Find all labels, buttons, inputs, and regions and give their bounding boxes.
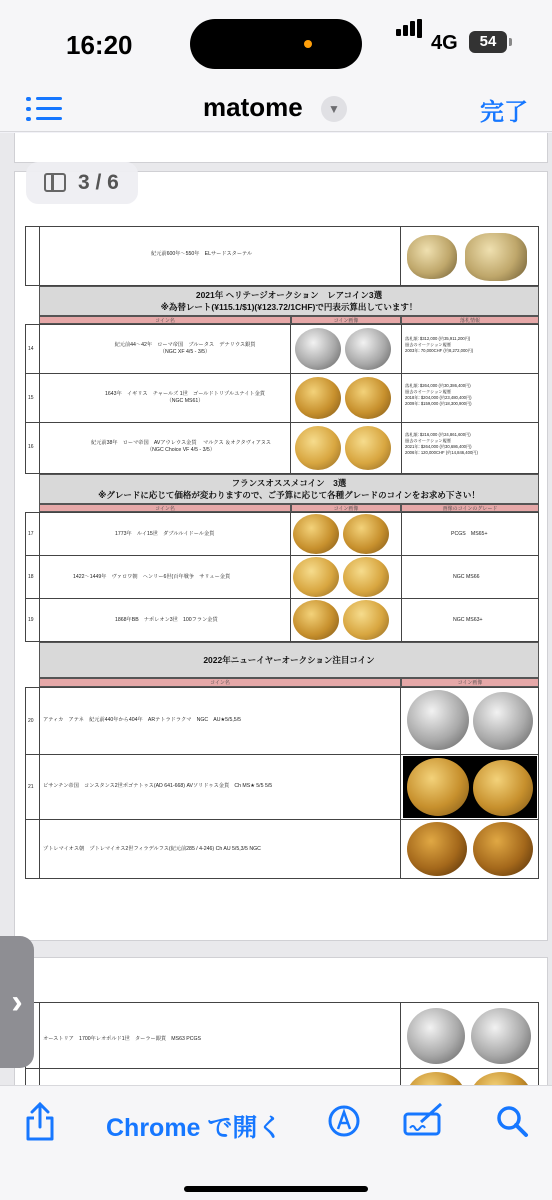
auction-info: 落札額: $312,000 (約35,911,200円) 過去のオークション履歴 2003年: 70,000CHF (約8,272,000円) bbox=[405, 336, 474, 353]
coin-name: ビサンチン帝国 コンスタンス2世ポゴナトゥス(AD 641-668) AVソリドゥス金貨 Ch MS★ 5/5 5/5 bbox=[43, 783, 273, 789]
coin-image bbox=[343, 557, 389, 597]
page-indicator-label: 3 / 6 bbox=[78, 171, 119, 194]
row-number: 17 bbox=[28, 531, 34, 537]
row-number: 18 bbox=[28, 574, 34, 580]
share-icon[interactable] bbox=[24, 1102, 56, 1142]
nav-bar bbox=[0, 88, 552, 132]
coin-image bbox=[473, 692, 533, 750]
coin-name: 紀元前38年 ローマ帝国 AVアウレウス金貨 マルクス ＆オクタヴィアヌス （NGC Choice VF 4/5 - 3/5） bbox=[91, 440, 271, 453]
column-header: コイン名 bbox=[39, 316, 291, 324]
page-indicator[interactable] bbox=[26, 162, 138, 204]
column-header: 画像のコインのグレード bbox=[401, 504, 539, 512]
coin-name: 1868年BB ナポレオン3世 100フラン金貨 bbox=[115, 617, 218, 623]
chevron-down-icon[interactable]: ▼ bbox=[321, 96, 347, 122]
battery-tip bbox=[509, 38, 512, 46]
auction-info: 落札額: $216,000 (約24,861,600円) 過去のオークション履歴 2021年: $264,000 (約30,686,400円) 2006年: 120,000CHF (約14,846,400円) bbox=[405, 432, 478, 455]
coin-image bbox=[343, 514, 389, 554]
document-viewer[interactable] bbox=[0, 133, 552, 1085]
list-icon[interactable] bbox=[26, 96, 62, 122]
column-header: コイン名 bbox=[39, 504, 291, 512]
coin-image bbox=[295, 426, 341, 470]
row-number: 15 bbox=[28, 395, 34, 401]
column-header: コイン画像 bbox=[291, 504, 401, 512]
coin-grade: NGC MS66 bbox=[453, 574, 480, 580]
coin-image bbox=[295, 377, 341, 419]
coin-image bbox=[473, 822, 533, 876]
chevron-right-icon: › bbox=[11, 983, 23, 1021]
coin-image bbox=[295, 328, 341, 370]
coin-image bbox=[465, 233, 527, 281]
status-time: 16:20 bbox=[66, 30, 133, 60]
coin-image bbox=[293, 514, 339, 554]
row-number: 14 bbox=[28, 346, 34, 352]
coin-name: 1643年 イギリス チャールズ 1世 ゴールドトリプルユナイト金貨 （NGC MS61） bbox=[105, 391, 265, 404]
coin-name: 1773年 ルイ15世 ダブルルイドール金貨 bbox=[115, 531, 215, 537]
sidebar-icon bbox=[44, 173, 66, 192]
pdf-page bbox=[14, 171, 548, 941]
signature-icon[interactable] bbox=[403, 1102, 447, 1138]
status-bar bbox=[0, 0, 552, 88]
column-header: コイン画像 bbox=[401, 678, 539, 687]
auction-info: 落札額: $264,000 (約30,386,400円) 過去のオークション履歴 2018年: $204,000 (約23,480,400円) 2009年: $159,000 (約18,300,900円) bbox=[405, 383, 472, 406]
coin-name: プトレマイオス朝 プトレマイオス2世フィラデルフス(紀元前285 / 4-246) Ch AU 5/5,3/5 NGC bbox=[43, 846, 261, 852]
done-button[interactable]: 完了 bbox=[480, 99, 528, 126]
row-number: 20 bbox=[28, 718, 34, 724]
bottom-toolbar bbox=[0, 1085, 552, 1200]
column-header: コイン画像 bbox=[291, 316, 401, 324]
next-pdf-page bbox=[14, 957, 548, 1085]
open-in-chrome-button[interactable]: Chrome で開く bbox=[106, 1114, 283, 1142]
mic-indicator-icon bbox=[304, 40, 312, 48]
coin-image bbox=[293, 557, 339, 597]
coin-name: オーストリア 1700年レオポルド1世 ターラー銀貨 MS63 PCGS bbox=[43, 1036, 201, 1042]
dynamic-island bbox=[190, 19, 362, 69]
coin-name: アティカ アテネ 紀元前440年から404年 ARテトラドラクマ NGC AU★5/5,5/5 bbox=[43, 717, 242, 723]
search-icon[interactable] bbox=[495, 1104, 529, 1138]
battery-icon: 54 bbox=[469, 31, 507, 53]
network-type: 4G bbox=[431, 32, 458, 54]
row-number: 21 bbox=[28, 784, 34, 790]
coin-image bbox=[407, 758, 469, 816]
coin-image bbox=[471, 1008, 531, 1064]
coin-image bbox=[473, 760, 533, 816]
home-indicator bbox=[184, 1186, 368, 1192]
coin-image bbox=[345, 328, 391, 370]
row-number: 16 bbox=[28, 444, 34, 450]
section-header: フランスオススメコイン 3選 ※グレードに応じて価格が変わりますので、ご予算に応じて各種グレードのコインをお求め下さい！ bbox=[39, 474, 539, 504]
coin-image bbox=[345, 426, 391, 470]
coin-grade: PCGS MS65+ bbox=[451, 531, 488, 537]
coin-image bbox=[343, 600, 389, 640]
column-header: 落札情報 bbox=[401, 316, 539, 324]
column-header: コイン名 bbox=[39, 678, 401, 687]
coin-name: 1422～1449年 ヴァロワ朝 ヘンリー6世(百年戦争 サリュー金貨 bbox=[73, 574, 231, 580]
row-number: 19 bbox=[28, 617, 34, 623]
coin-image bbox=[293, 600, 339, 640]
coin-grade: NGC MS63+ bbox=[453, 617, 483, 623]
previous-page bbox=[14, 133, 548, 163]
document-title[interactable]: matome bbox=[203, 92, 303, 122]
coin-name: 紀元前44～42年 ローマ帝国 ブルータス デナリウス銀貨 （NGC XF 4/5 - 3/5） bbox=[114, 342, 256, 355]
coin-image bbox=[407, 690, 469, 750]
coin-image bbox=[407, 822, 467, 876]
section-header: 2022年ニューイヤーオークション注目コイン bbox=[39, 642, 539, 678]
coin-name: 紀元前600年～550年 ELサードスターテル bbox=[151, 251, 253, 257]
coin-image bbox=[407, 1008, 465, 1064]
section-header: 2021年 ヘリテージオークション レアコイン3選 ※為替レート(¥115.1/$1)(¥123.72/1CHF)で円表示算出しています！ bbox=[39, 286, 539, 316]
markup-icon[interactable] bbox=[327, 1104, 361, 1138]
side-panel-toggle[interactable] bbox=[0, 936, 34, 1068]
coin-image bbox=[407, 235, 457, 279]
coin-image bbox=[345, 377, 391, 419]
